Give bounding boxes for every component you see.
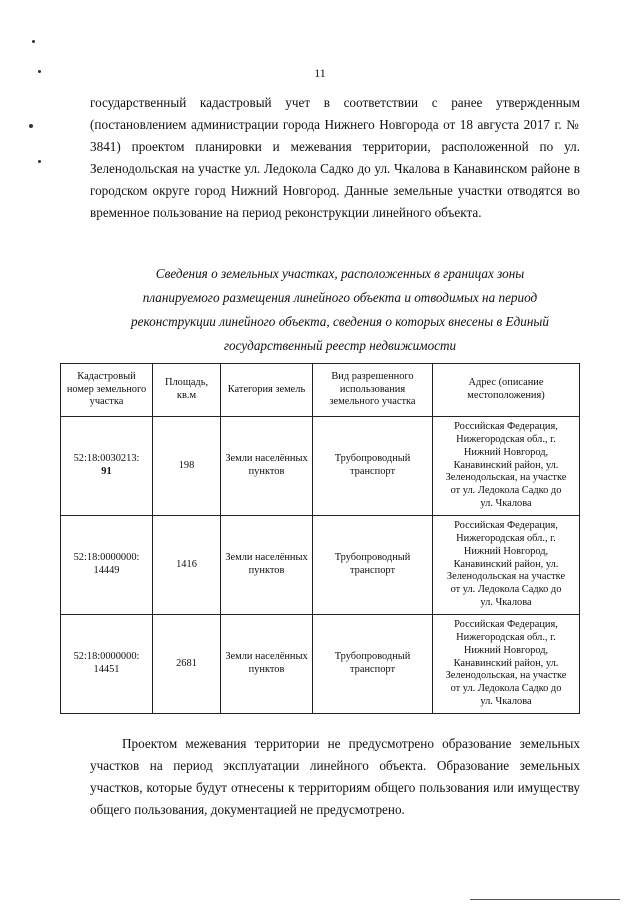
land-category-cell: Земли населённых пунктов [221, 615, 313, 714]
scan-line [470, 899, 620, 900]
permitted-use-cell: Трубопроводный транспорт [313, 516, 433, 615]
address-line: Нижегородская обл., г. [456, 632, 556, 643]
paragraph-top-line: районе в городском округе город Нижний Новгород. Данные земельные участки [90, 161, 580, 198]
area-cell: 1416 [153, 516, 221, 615]
paragraph-bottom: Проектом межевания территории не предусмотрено образование земельных участков на период эксплуатации линейного объекта. Образование земельных участков, которые будут отнесены к территориям общего пользования или имуществу общего пользования, документацией не предусмотрено. [90, 736, 580, 817]
address-line: Российская Федерация, [454, 421, 558, 433]
address-line: от ул. Ледокола Садко до [450, 683, 562, 695]
address-line: Нижегородская обл., г. [456, 434, 556, 445]
cadastral-number-prefix: 52:18:0000000: [73, 651, 140, 663]
paragraph-top-line: отводятся во временное пользование на период реконструкции линейного объекта. [90, 183, 580, 220]
land-category-cell: Земли населённых пунктов [221, 516, 313, 615]
address-cell [433, 516, 580, 615]
cadastral-number-prefix: 52:18:0030213: [73, 453, 140, 465]
scan-mark [38, 160, 41, 163]
address-cell [433, 417, 580, 516]
permitted-use-cell: Трубопроводный транспорт [313, 615, 433, 714]
table-row [61, 615, 580, 714]
section-title [60, 262, 620, 358]
paragraph-top-line: (постановлением администрации города Нижнего Новгорода от 18 августа 2017 г. № [90, 117, 580, 132]
area-cell: 198 [153, 417, 221, 516]
address-line: от ул. Ледокола Садко до [450, 485, 562, 497]
cadastral-number-suffix: 91 [101, 466, 112, 477]
land-parcels-table [60, 363, 580, 714]
address-line: Нижний Новгород, [463, 644, 549, 656]
address-line: ул. Чкалова [480, 497, 532, 509]
address-line: Нижегородская обл., г. [456, 533, 556, 544]
paragraph-top-line: государственный кадастровый учет в соответствии с ранее утвержденным [90, 95, 580, 110]
address-line: Зеленодольская на участке [446, 571, 566, 583]
address-line: ул. Чкалова [480, 596, 532, 608]
address-line: Нижний Новгород, [463, 446, 549, 458]
table-header-row [61, 364, 580, 417]
cadastral-number-prefix: 52:18:0000000: [73, 552, 140, 564]
cadastral-number-suffix: 14451 [93, 664, 120, 675]
cadastral-number-cell [61, 615, 153, 714]
header-permitted-use: Вид разрешенного использования земельного участка [313, 364, 433, 417]
address-line: ул. Чкалова [480, 695, 532, 707]
cadastral-number-cell [61, 516, 153, 615]
address-line: Канавинский район, ул. [453, 657, 559, 669]
cadastral-number-suffix: 14449 [93, 565, 120, 576]
section-title-line: реконструкции линейного объекта, сведения о которых внесены в Единый [131, 314, 549, 329]
table-row [61, 417, 580, 516]
header-cadastral-number: Кадастровый номер земельного участка [61, 364, 153, 417]
paragraph-top-line: Зеленодольская на участке ул. Ледокола Садко до ул. Чкалова в Канавинском [90, 161, 532, 176]
scan-mark [32, 40, 35, 43]
table-row [61, 516, 580, 615]
paragraph-top-line: 3841) проектом планировки и межевания территории, расположенной по ул. [90, 139, 580, 154]
address-line: Российская Федерация, [454, 619, 558, 631]
header-area: Площадь, кв.м [153, 364, 221, 417]
land-category-cell: Земли населённых пунктов [221, 417, 313, 516]
address-line: Канавинский район, ул. [453, 459, 559, 471]
permitted-use-cell: Трубопроводный транспорт [313, 417, 433, 516]
address-line: Зеленодольская, на участке [445, 670, 567, 682]
section-title-line: Сведения о земельных участках, расположенных в границах зоны [155, 266, 525, 281]
address-line: Зеленодольская, на участке [445, 472, 567, 484]
section-title-line: планируемого размещения линейного объекта и отводимых на период [142, 290, 538, 305]
address-line: Нижний Новгород, [463, 545, 549, 557]
paragraph-top [90, 92, 580, 224]
address-line: Российская Федерация, [454, 520, 558, 532]
header-address: Адрес (описание местоположения) [433, 364, 580, 417]
section-title-line: государственный реестр недвижимости [223, 338, 457, 353]
header-land-category: Категория земель [221, 364, 313, 417]
area-cell: 2681 [153, 615, 221, 714]
address-line: Канавинский район, ул. [453, 558, 559, 570]
address-cell [433, 615, 580, 714]
cadastral-number-cell [61, 417, 153, 516]
scan-mark [29, 124, 33, 128]
address-line: от ул. Ледокола Садко до [450, 584, 562, 596]
page-number: 11 [314, 66, 326, 80]
